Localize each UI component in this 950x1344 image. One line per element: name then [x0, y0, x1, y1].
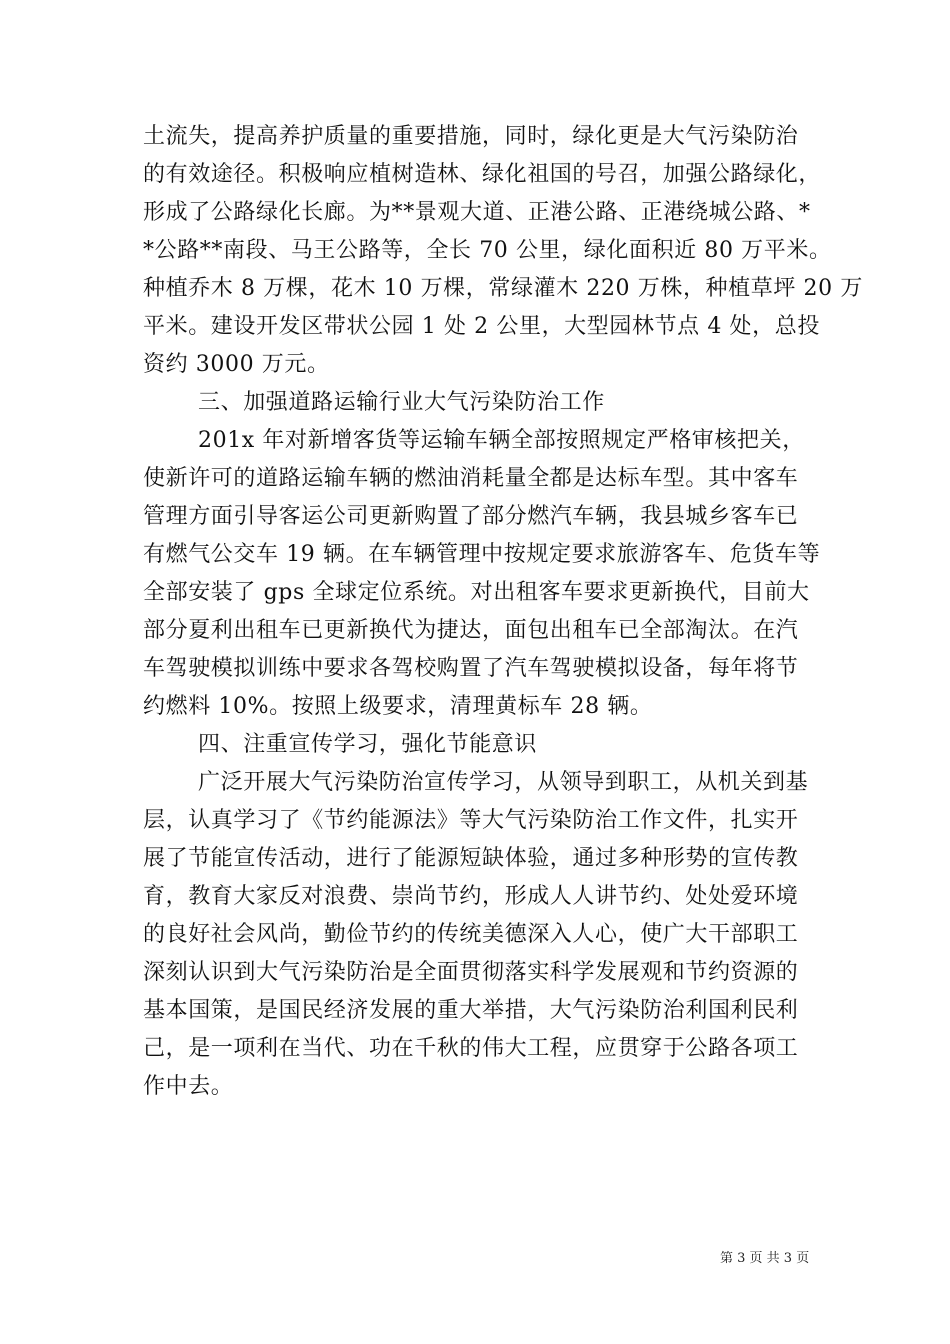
paragraph-line: 管理方面引导客运公司更新购置了部分燃汽车辆，我县城乡客车已	[143, 504, 799, 529]
paragraph-line: 己，是一项利在当代、功在千秋的伟大工程，应贯穿于公路各项工	[143, 1036, 799, 1061]
paragraph-line: 部分夏利出租车已更新换代为捷达，面包出租车已全部淘汰。在汽	[143, 618, 799, 643]
paragraph-line: 资约 3000 万元。	[143, 352, 330, 377]
paragraph-line: 广泛开展大气污染防治宣传学习，从领导到职工，从机关到基	[198, 770, 809, 795]
paragraph-line: 层，认真学习了《节约能源法》等大气污染防治工作文件，扎实开	[143, 808, 799, 833]
paragraph-line: 的有效途径。积极响应植树造林、绿化祖国的号召，加强公路绿化，	[143, 162, 822, 187]
paragraph-line: 基本国策，是国民经济发展的重大举措，大气污染防治利国利民利	[143, 998, 799, 1023]
section-heading: 四、注重宣传学习，强化节能意识	[198, 732, 538, 757]
paragraph-line: 形成了公路绿化长廊。为**景观大道、正港公路、正港绕城公路、*	[143, 200, 811, 225]
paragraph-line: 201x 年对新增客货等运输车辆全部按照规定严格审核把关，	[198, 428, 805, 453]
paragraph-line: 全部安装了 gps 全球定位系统。对出租客车要求更新换代，目前大	[143, 580, 810, 605]
paragraph-line: 深刻认识到大气污染防治是全面贯彻落实科学发展观和节约资源的	[143, 960, 799, 985]
paragraph-line: 约燃料 10%。按照上级要求，清理黄标车 28 辆。	[143, 694, 653, 719]
paragraph-line: 车驾驶模拟训练中要求各驾校购置了汽车驾驶模拟设备，每年将节	[143, 656, 799, 681]
paragraph-line: 的良好社会风尚，勤俭节约的传统美德深入人心，使广大干部职工	[143, 922, 799, 947]
paragraph-line: 有燃气公交车 19 辆。在车辆管理中按规定要求旅游客车、危货车等	[143, 542, 821, 567]
paragraph-line: 作中去。	[143, 1074, 234, 1099]
paragraph-line: 展了节能宣传活动，进行了能源短缺体验，通过多种形势的宣传教	[143, 846, 799, 871]
paragraph-line: 使新许可的道路运输车辆的燃油消耗量全都是达标车型。其中客车	[143, 466, 799, 491]
paragraph-line: 土流失，提高养护质量的重要措施，同时，绿化更是大气污染防治	[143, 124, 799, 149]
page-number: 第 3 页 共 3 页	[720, 1251, 810, 1266]
paragraph-line: 种植乔木 8 万棵，花木 10 万棵，常绿灌木 220 万株，种植草坪 20 万	[143, 276, 863, 301]
paragraph-line: *公路**南段、马王公路等，全长 70 公里，绿化面积近 80 万平米。	[143, 238, 832, 263]
paragraph-line: 育，教育大家反对浪费、崇尚节约，形成人人讲节约、处处爱环境	[143, 884, 799, 909]
paragraph-line: 平米。建设开发区带状公园 1 处 2 公里，大型园林节点 4 处，总投	[143, 314, 820, 339]
section-heading: 三、加强道路运输行业大气污染防治工作	[198, 390, 605, 415]
